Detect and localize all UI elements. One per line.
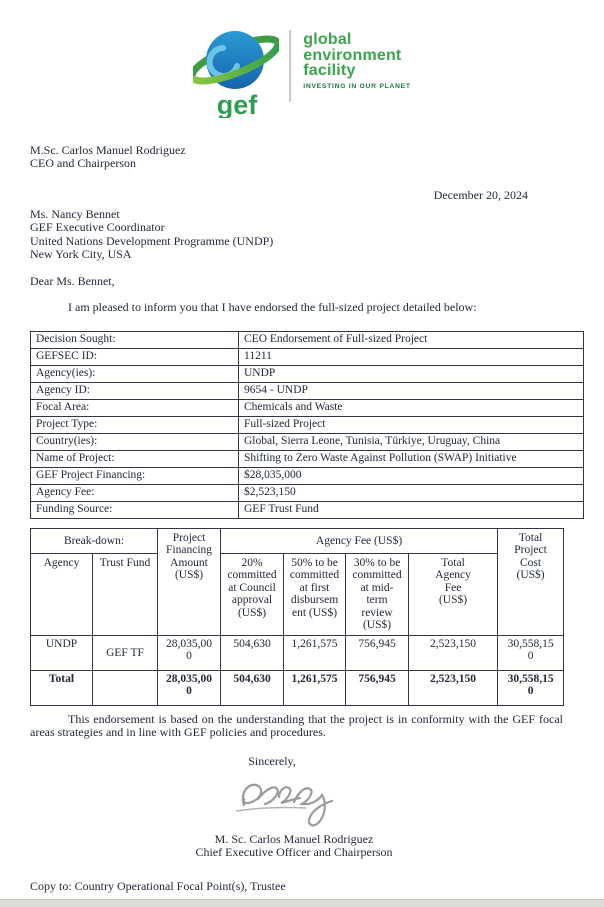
signature-image: [0, 771, 584, 833]
logo-name-line1: global: [303, 31, 352, 48]
agency-fee-group-header: Agency Fee (US$): [221, 528, 498, 553]
page-bottom-edge: [0, 899, 604, 907]
logo-name-line3: facility: [303, 62, 356, 79]
cell-total-project-cost: 30,558,150: [498, 670, 564, 705]
detail-label: GEF Project Financing:: [31, 467, 239, 484]
cell-total-agency-fee: 2,523,150: [409, 635, 498, 670]
recipient-line: Ms. Nancy Bennet: [30, 206, 120, 221]
project-financing-header: Project Financing Amount (US$): [158, 528, 221, 635]
logo-divider: [289, 30, 291, 102]
detail-label: Country(ies):: [31, 433, 239, 450]
closing-paragraph: This endorsement is based on the understanding that the project is in conformity with the GEF focal areas strategies and in line with GEF policies and procedures.: [30, 711, 563, 740]
cell-total-agency-fee: 2,523,150: [409, 670, 498, 705]
detail-label: Focal Area:: [31, 399, 239, 416]
detail-value: Chemicals and Waste: [239, 399, 584, 416]
cell-trust-fund: GEF TF: [93, 635, 158, 670]
detail-value: Shifting to Zero Waste Against Pollution (SWAP) Initiative: [239, 450, 584, 467]
copy-to-line: Copy to: Country Operational Focal Point(s), Trustee: [30, 879, 286, 894]
financing-breakdown-table: [30, 528, 564, 706]
trust-fund-header: Trust Fund: [93, 553, 158, 635]
header-row-columns: [31, 553, 564, 635]
detail-value: Full-sized Project: [239, 416, 584, 433]
letter-date: December 20, 2024: [433, 187, 528, 202]
intro-paragraph: I am pleased to inform you that I have endorsed the full-sized project detailed below:: [68, 300, 477, 315]
detail-value: CEO Endorsement of Full-sized Project: [239, 331, 584, 348]
agency-header: Agency: [31, 553, 93, 635]
table-row: [31, 399, 584, 416]
table-row: [31, 416, 584, 433]
table-row: [31, 467, 584, 484]
detail-label: Agency ID:: [31, 382, 239, 399]
cell-fee-30: 756,945: [346, 670, 409, 705]
detail-value: $28,035,000: [239, 467, 584, 484]
sender-name: M.Sc. Carlos Manuel Rodriguez: [30, 143, 186, 157]
logo-tagline: INVESTING IN OUR PLANET: [303, 82, 411, 90]
salutation: Dear Ms. Bennet,: [30, 274, 115, 289]
detail-label: Agency Fee:: [31, 484, 239, 501]
total-project-cost-header: Total Project Cost (US$): [498, 528, 564, 635]
breakdown-group-header: Break-down:: [31, 528, 158, 553]
detail-value: 9654 - UNDP: [239, 382, 584, 399]
cell-fee-50: 1,261,575: [284, 635, 346, 670]
detail-label: GEFSEC ID:: [31, 348, 239, 365]
table-row: [31, 450, 584, 467]
cell-project-financing: 28,035,000: [158, 670, 221, 705]
signatory-title: Chief Executive Officer and Chairperson: [195, 845, 393, 860]
table-row: [31, 382, 584, 399]
cell-project-financing: 28,035,000: [158, 635, 221, 670]
cell-agency: UNDP: [31, 635, 93, 670]
recipient-line: GEF Executive Coordinator: [30, 220, 165, 235]
cell-fee-20: 504,630: [221, 635, 284, 670]
fee-50-header: 50% to be committed at first disbursement (US$): [284, 553, 346, 635]
table-row: [31, 331, 584, 348]
total-agency-fee-header: Total Agency Fee (US$): [409, 553, 498, 635]
detail-label: Decision Sought:: [31, 331, 239, 348]
table-row: [31, 433, 584, 450]
detail-value: $2,523,150: [239, 484, 584, 501]
fee-30-header: 30% to be committed at mid-term review (US$): [346, 553, 409, 635]
cell-fee-30: 756,945: [346, 635, 409, 670]
sender-block: [30, 144, 604, 171]
table-row: [31, 501, 584, 518]
detail-label: Funding Source:: [31, 501, 239, 518]
sender-title: CEO and Chairperson: [30, 156, 136, 171]
fee-20-header: 20% committed at Council approval (US$): [221, 553, 284, 635]
table-row: [31, 348, 584, 365]
detail-value: UNDP: [239, 365, 584, 382]
detail-label: Project Type:: [31, 416, 239, 433]
header-row-groups: [31, 528, 564, 553]
recipient-block: [30, 208, 604, 262]
cell-total-project-cost: 30,558,150: [498, 635, 564, 670]
signatory-name: M. Sc. Carlos Manuel Rodriguez: [214, 831, 374, 846]
detail-label: Name of Project:: [31, 450, 239, 467]
gef-wordmark: gef: [217, 90, 258, 118]
cell-agency: Total: [31, 670, 93, 705]
signatory-block: [0, 833, 588, 860]
cell-fee-20: 504,630: [221, 670, 284, 705]
detail-value: GEF Trust Fund: [239, 501, 584, 518]
detail-value: Global, Sierra Leone, Tunisia, Türkiye, Uruguay, China: [239, 433, 584, 450]
table-row-undp: [31, 635, 564, 670]
cell-fee-50: 1,261,575: [284, 670, 346, 705]
table-row: [31, 484, 584, 501]
detail-value: 11211: [239, 348, 584, 365]
project-details-table: [30, 331, 584, 519]
recipient-line: New York City, USA: [30, 247, 132, 262]
gef-logo: [0, 0, 604, 118]
table-row-total: [31, 670, 564, 705]
gef-globe-icon: [193, 24, 279, 118]
recipient-line: United Nations Development Programme (UNDP): [30, 233, 274, 248]
detail-label: Agency(ies):: [31, 365, 239, 382]
cell-trust-fund: [93, 670, 158, 705]
logo-name-line2: environment: [303, 46, 402, 64]
sincerely-line: Sincerely,: [248, 753, 296, 768]
table-row: [31, 365, 584, 382]
